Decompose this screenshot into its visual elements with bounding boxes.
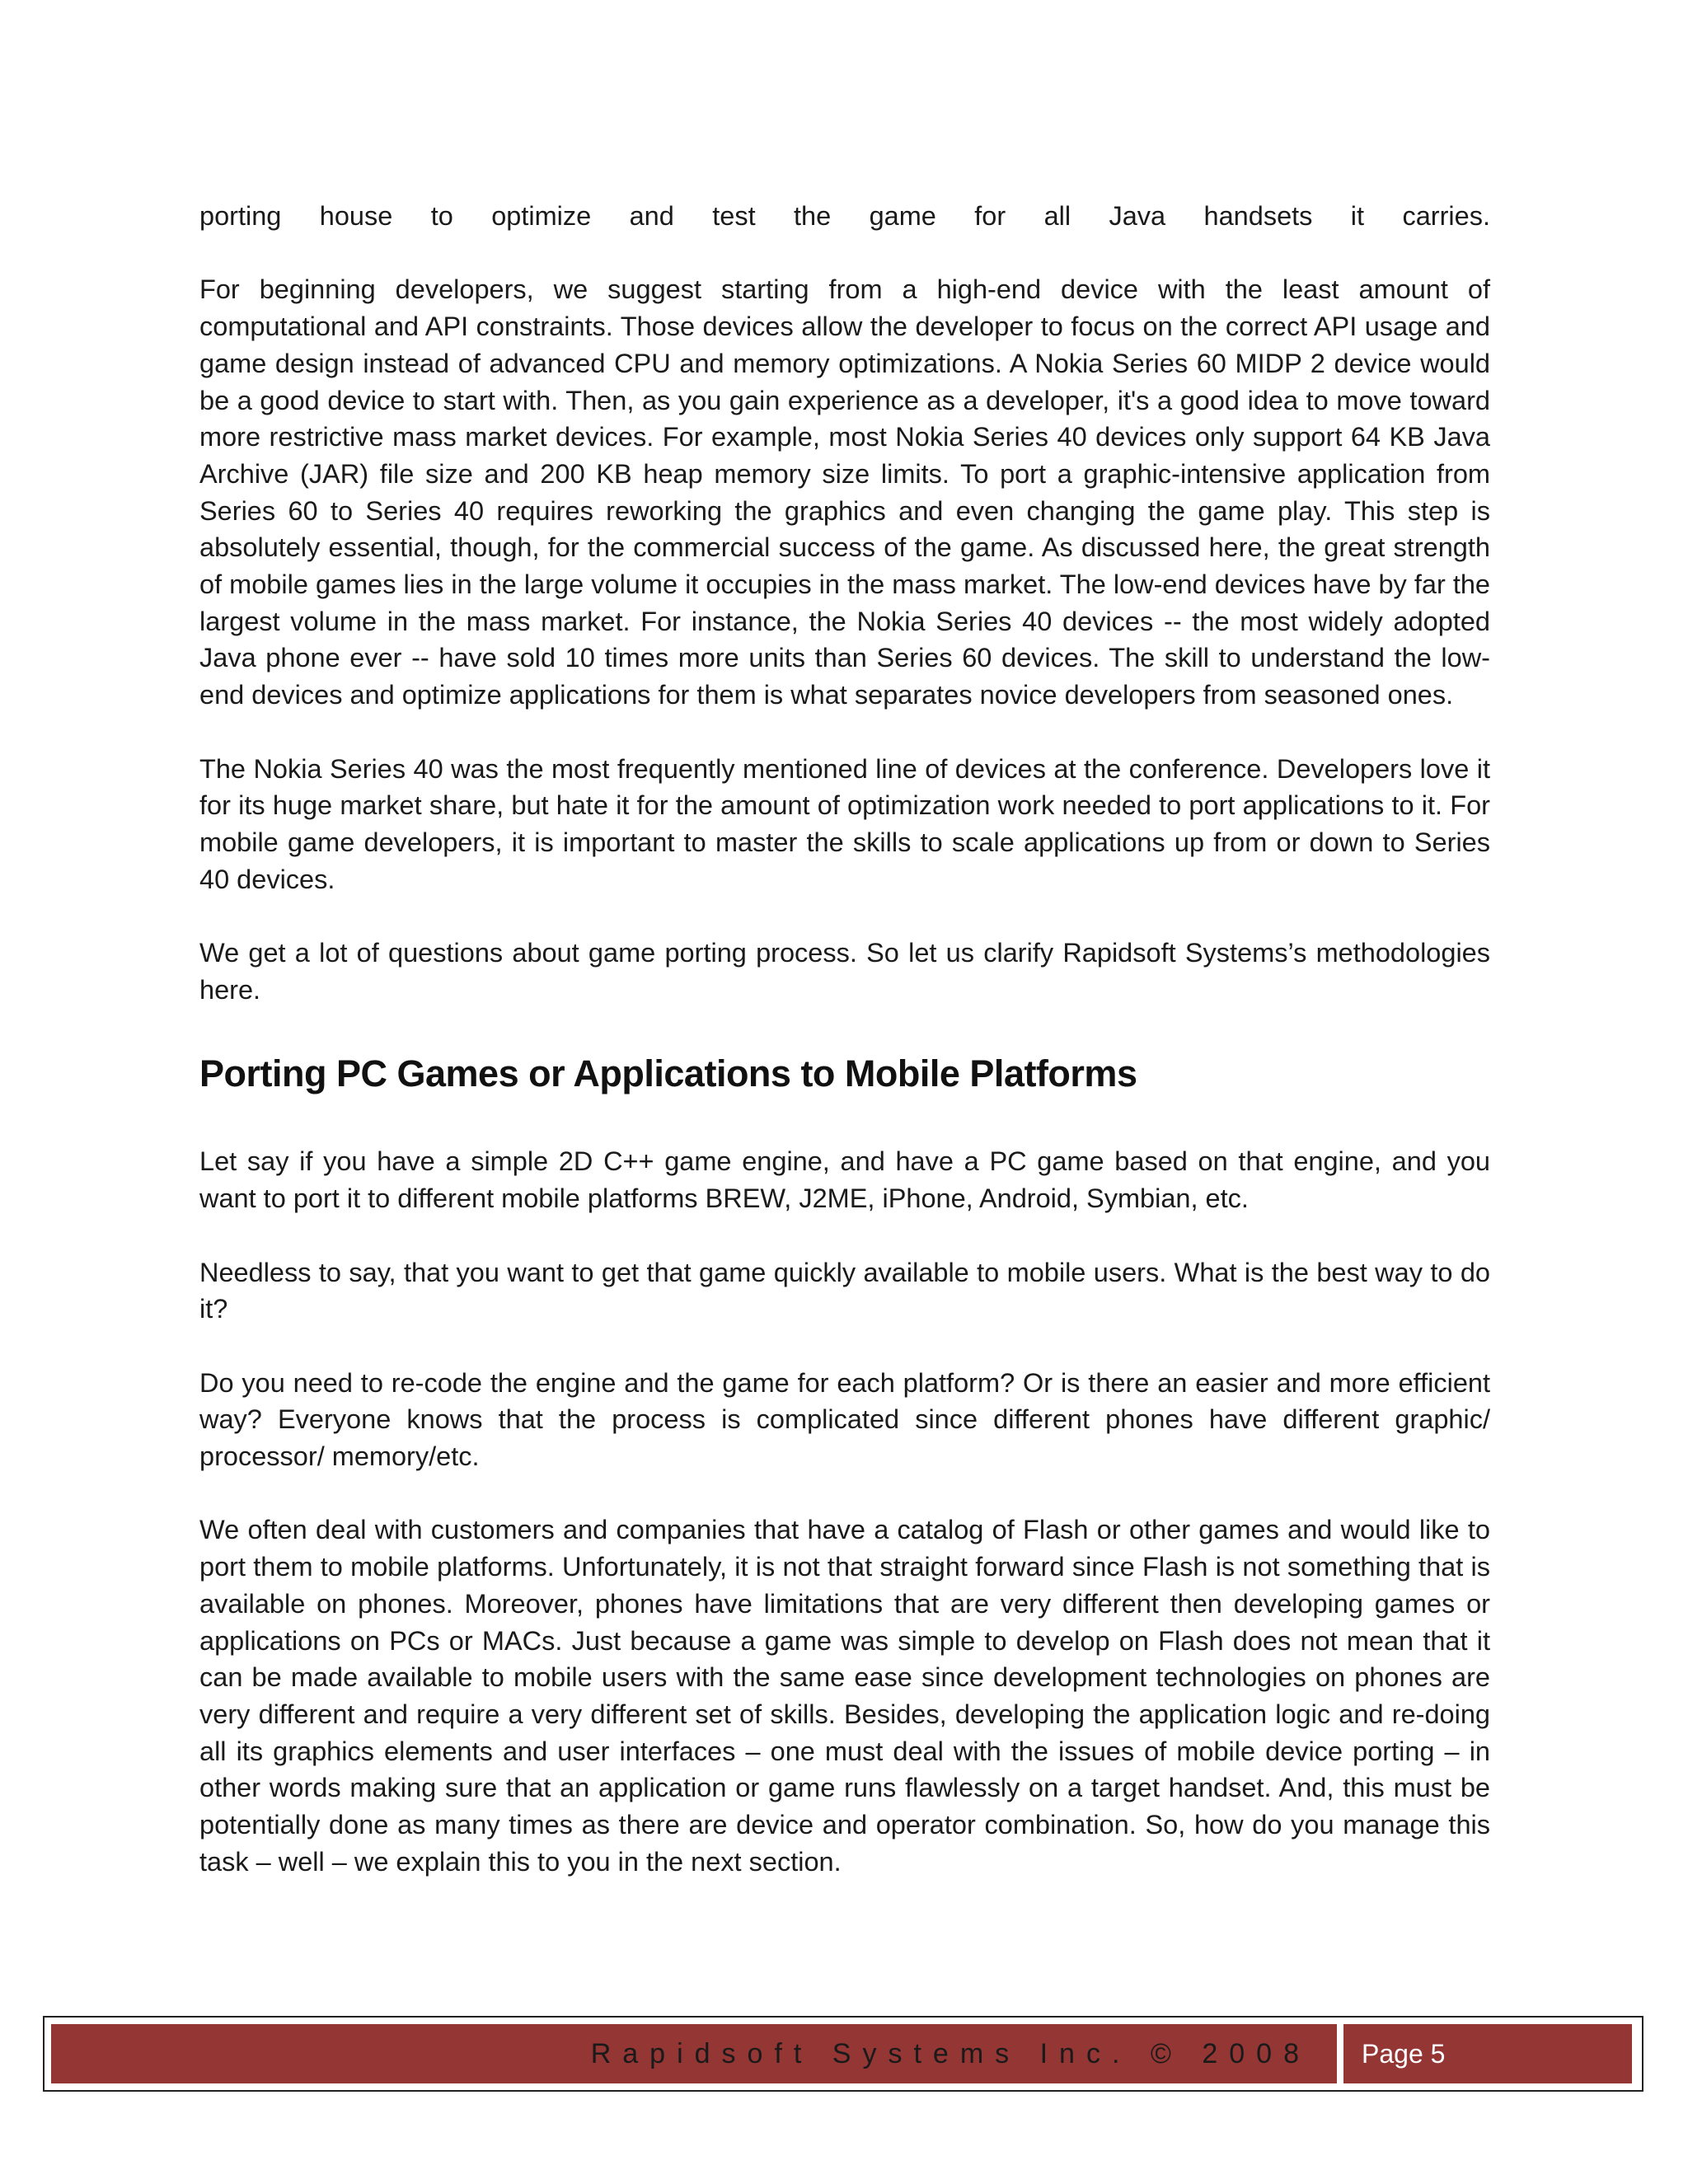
page-number: Page 5 (1362, 2039, 1446, 2069)
page-body (199, 198, 1490, 1880)
footer-page-box (1343, 2024, 1632, 2083)
footer-company-bar (51, 2024, 1337, 2083)
footer-company-text: Rapidsoft Systems Inc. © 2008 (590, 2038, 1311, 2069)
paragraph-continuation: porting house to optimize and test the game for all Java handsets it carries. (199, 201, 1490, 231)
paragraph-series-40: The Nokia Series 40 was the most frequently mentioned line of devices at the conference. Developers love it for its huge market share, but hate it for the amount of optimization work needed to port applications to it. For mobile game developers, it is important to master the skills to scale applications up from or down to Series 40 devices. (199, 753, 1490, 894)
section-heading: Porting PC Games or Applications to Mobile Platforms (199, 1052, 1137, 1095)
paragraph-flash-games: We often deal with customers and companies that have a catalog of Flash or other games and would like to port them to mobile platforms. Unfortunately, it is not that straight forward since Flash is not something that is available on phones. Moreover, phones have limitations that are very different then developing games or applications on PCs or MACs. Just because a game was simple to develop on Flash does not mean that it can be made available to mobile users with the same ease since development technologies on phones are very different and require a very different set of skills. Besides, developing the application logic and re-doing all its graphics elements and user interfaces – one must deal with the issues of mobile device porting – in other words making sure that an application or game runs flawlessly on a target handset. And, this must be potentially done as many times as there are device and operator combination. So, how do you manage this task – well – we explain this to you in the next section. (199, 1515, 1490, 1877)
paragraph-recode-question: Do you need to re-code the engine and the game for each platform? Or is there an easier and more efficient way? Everyone knows that the process is complicated since different phones have different graphic/ processor/ memory/etc. (199, 1367, 1490, 1472)
paragraph-porting-questions: We get a lot of questions about game porting process. So let us clarify Rapidsoft Systems’s methodologies here. (199, 938, 1490, 1005)
paragraph-needless-to-say: Needless to say, that you want to get that game quickly available to mobile users. What is the best way to do it? (199, 1257, 1490, 1324)
page-footer (43, 2016, 1643, 2092)
paragraph-cpp-engine: Let say if you have a simple 2D C++ game engine, and have a PC game based on that engine, and you want to port it to different mobile platforms BREW, J2ME, iPhone, Android, Symbian, etc. (199, 1146, 1490, 1214)
paragraph-beginning-developers: For beginning developers, we suggest starting from a high-end device with the least amount of computational and API constraints. Those devices allow the developer to focus on the correct API usage and game design instead of advanced CPU and memory optimizations. A Nokia Series 60 MIDP 2 device would be a good device to start with. Then, as you gain experience as a developer, it's a good idea to move toward more restrictive mass market devices. For example, most Nokia Series 40 devices only support 64 KB Java Archive (JAR) file size and 200 KB heap memory size limits. To port a graphic-intensive application from Series 60 to Series 40 requires reworking the graphics and even changing the game play. This step is absolutely essential, though, for the commercial success of the game. As discussed here, the great strength of mobile games lies in the large volume it occupies in the mass market. The low-end devices have by far the largest volume in the mass market. For instance, the Nokia Series 40 devices -- the most widely adopted Java phone ever -- have sold 10 times more units than Series 60 devices. The skill to understand the low-end devices and optimize applications for them is what separates novice developers from seasoned ones. (199, 274, 1490, 710)
